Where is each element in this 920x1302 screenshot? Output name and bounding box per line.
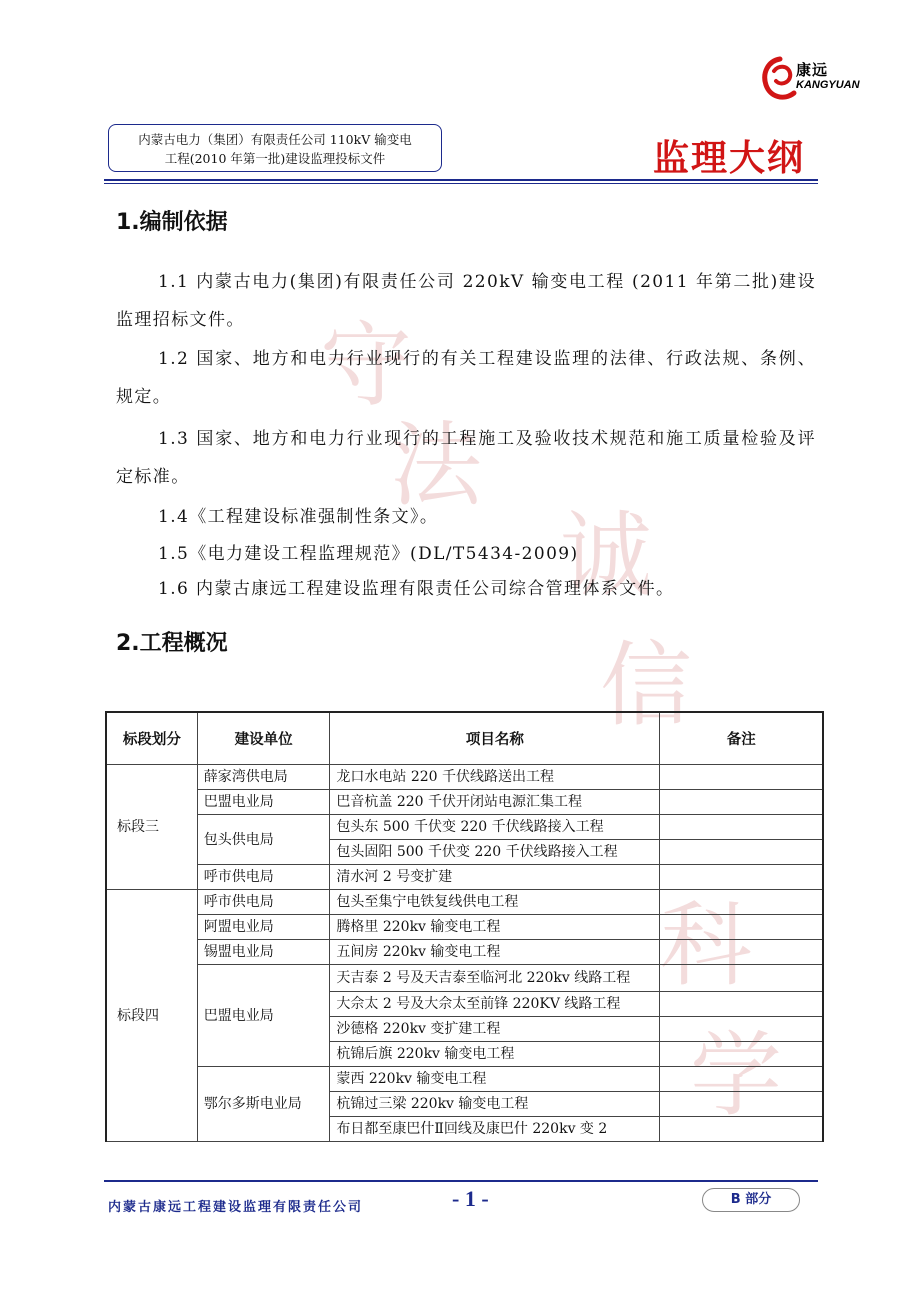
project-cell: 大佘太 2 号及大佘太至前锋 220KV 线路工程 xyxy=(330,992,660,1017)
project-cell: 杭锦后旗 220kv 输变电工程 xyxy=(330,1042,660,1067)
project-table xyxy=(105,711,824,1142)
remark-cell xyxy=(660,965,823,992)
project-cell: 天吉泰 2 号及天吉泰至临河北 220kv 线路工程 xyxy=(330,965,660,992)
basis-item: 1.5《电力建设工程监理规范》(DL/T5434-2009) xyxy=(158,544,579,564)
project-cell: 布日都至康巴什Ⅱ回线及康巴什 220kv 变 2 xyxy=(330,1117,660,1142)
unit-cell: 巴盟电业局 xyxy=(197,965,330,1067)
table-row xyxy=(106,965,823,992)
header-doc-title-line1: 内蒙古电力（集团）有限责任公司 110kV 输变电 xyxy=(138,132,412,147)
col-header-remark: 备注 xyxy=(660,712,823,765)
unit-cell: 薛家湾供电局 xyxy=(197,765,330,790)
remark-cell xyxy=(660,1092,823,1117)
col-header-unit: 建设单位 xyxy=(197,712,330,765)
remark-cell xyxy=(660,790,823,815)
col-header-segment: 标段划分 xyxy=(106,712,197,765)
footer-part-badge: B 部分 xyxy=(702,1188,800,1212)
basis-item: 1.4《工程建设标准强制性条文》。 xyxy=(158,507,439,527)
remark-cell xyxy=(660,915,823,940)
footer-company-name: 内蒙古康远工程建设监理有限责任公司 xyxy=(108,1200,364,1215)
project-cell: 包头至集宁电铁复线供电工程 xyxy=(330,890,660,915)
table-row xyxy=(106,940,823,965)
table-row xyxy=(106,1067,823,1092)
unit-cell: 包头供电局 xyxy=(197,815,330,865)
watermark-char: 信 xyxy=(600,632,693,739)
header-doc-title-line2: 工程(2010 年第一批)建设监理投标文件 xyxy=(164,151,386,166)
unit-cell: 阿盟电业局 xyxy=(197,915,330,940)
segment-cell: 标段四 xyxy=(106,890,197,1142)
table-row xyxy=(106,890,823,915)
unit-cell: 巴盟电业局 xyxy=(197,790,330,815)
project-cell: 杭锦过三梁 220kv 输变电工程 xyxy=(330,1092,660,1117)
section-heading-basis: 1.编制依据 xyxy=(116,210,228,235)
project-cell: 五间房 220kv 输变电工程 xyxy=(330,940,660,965)
project-cell: 巴音杭盖 220 千伏开闭站电源汇集工程 xyxy=(330,790,660,815)
table-row xyxy=(106,790,823,815)
header-doc-title-box xyxy=(108,124,442,172)
basis-item: 1.2 国家、地方和电力行业现行的有关工程建设监理的法律、行政法规、条例、规定。 xyxy=(116,349,816,407)
watermark-char: 法 xyxy=(390,412,483,519)
unit-cell: 呼市供电局 xyxy=(197,865,330,890)
project-cell: 包头固阳 500 千伏变 220 千伏线路接入工程 xyxy=(330,840,660,865)
remark-cell xyxy=(660,815,823,840)
remark-cell xyxy=(660,840,823,865)
watermark-char: 科 xyxy=(660,892,753,999)
remark-cell xyxy=(660,992,823,1017)
remark-cell xyxy=(660,765,823,790)
project-cell: 龙口水电站 220 千伏线路送出工程 xyxy=(330,765,660,790)
remark-cell xyxy=(660,1067,823,1092)
project-cell: 腾格里 220kv 输变电工程 xyxy=(330,915,660,940)
remark-cell xyxy=(660,1117,823,1142)
col-header-project: 项目名称 xyxy=(330,712,660,765)
remark-cell xyxy=(660,865,823,890)
footer-rule xyxy=(104,1180,818,1182)
segment-cell: 标段三 xyxy=(106,765,197,890)
logo-text-cn: 康远 xyxy=(796,61,829,79)
basis-item: 1.6 内蒙古康远工程建设监理有限责任公司综合管理体系文件。 xyxy=(158,579,675,599)
unit-cell: 鄂尔多斯电业局 xyxy=(197,1067,330,1142)
table-row xyxy=(106,815,823,840)
header-rule xyxy=(104,179,818,181)
unit-cell: 呼市供电局 xyxy=(197,890,330,915)
watermark-char: 学 xyxy=(690,1022,783,1129)
remark-cell xyxy=(660,1017,823,1042)
page-number: - 1 - xyxy=(452,1186,489,1211)
project-cell: 清水河 2 号变扩建 xyxy=(330,865,660,890)
header-rule-thin xyxy=(104,183,818,184)
watermark-char: 守 xyxy=(320,312,413,419)
basis-item: 1.3 国家、地方和电力行业现行的工程施工及验收技术规范和施工质量检验及评定标准。 xyxy=(116,429,816,487)
company-logo xyxy=(760,55,870,105)
project-cell: 包头东 500 千伏变 220 千伏线路接入工程 xyxy=(330,815,660,840)
table-header-row xyxy=(106,712,823,765)
table-row xyxy=(106,865,823,890)
basis-item: 1.1 内蒙古电力(集团)有限责任公司 220kV 输变电工程 (2011 年第二批)建设监理招标文件。 xyxy=(116,272,816,330)
table-row xyxy=(106,915,823,940)
logo-swirl-icon xyxy=(760,55,800,103)
project-cell: 沙德格 220kv 变扩建工程 xyxy=(330,1017,660,1042)
header-section-title: 监理大纲 xyxy=(653,137,806,179)
remark-cell xyxy=(660,940,823,965)
remark-cell xyxy=(660,1042,823,1067)
table-row xyxy=(106,765,823,790)
project-cell: 蒙西 220kv 输变电工程 xyxy=(330,1067,660,1092)
watermark-char: 诚 xyxy=(560,502,653,609)
remark-cell xyxy=(660,890,823,915)
logo-text-en: KANGYUAN xyxy=(796,79,860,91)
section-heading-overview: 2.工程概况 xyxy=(116,631,228,656)
unit-cell: 锡盟电业局 xyxy=(197,940,330,965)
